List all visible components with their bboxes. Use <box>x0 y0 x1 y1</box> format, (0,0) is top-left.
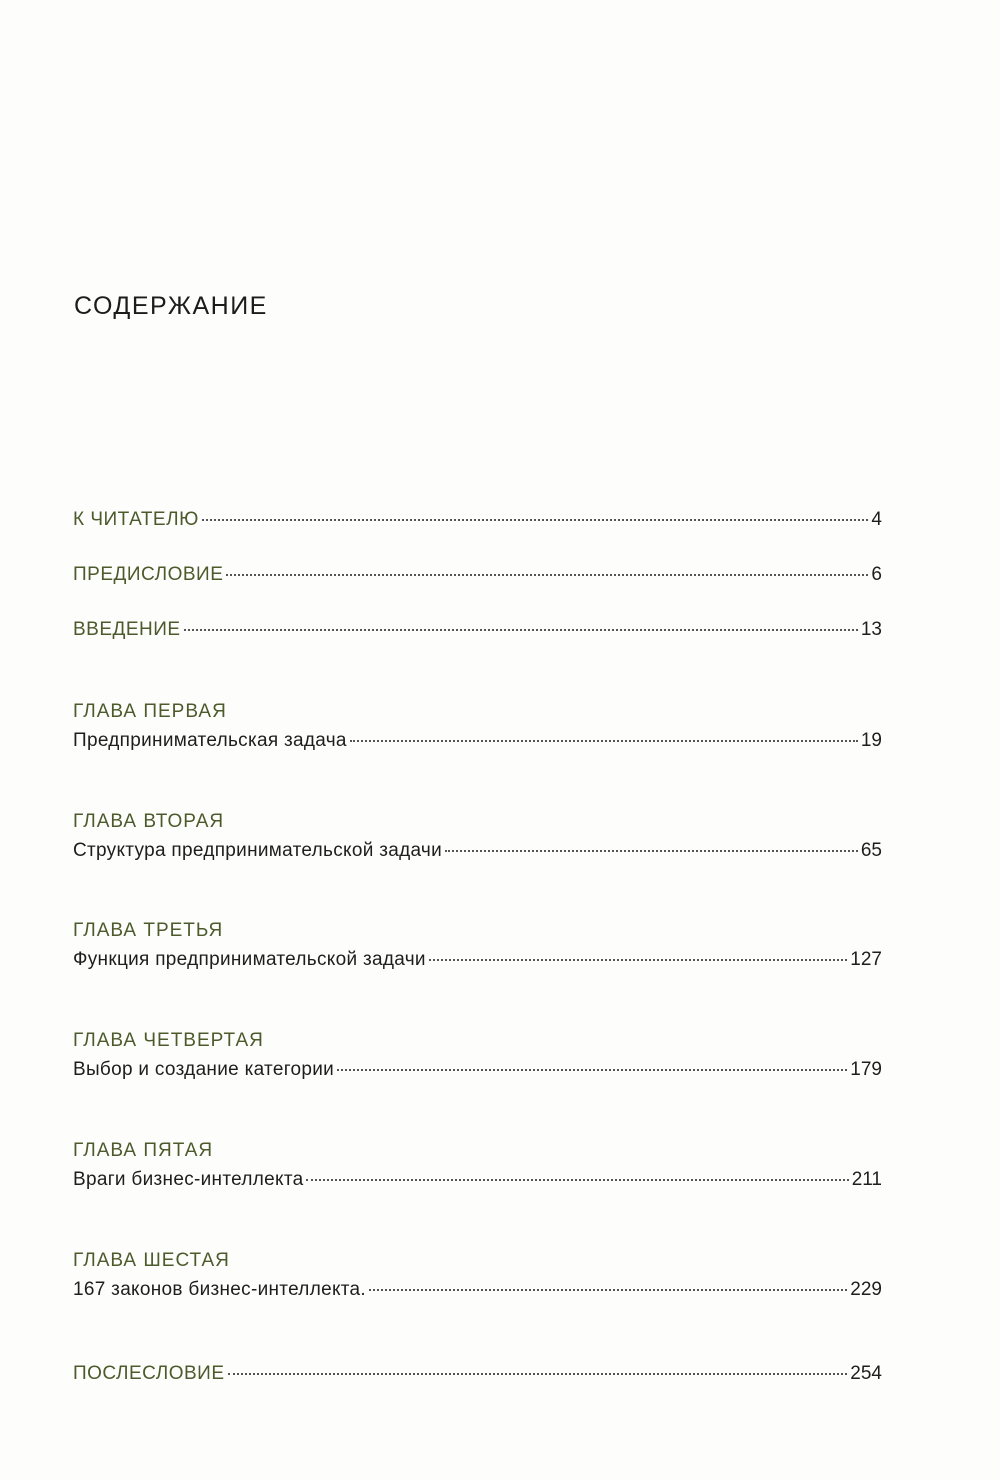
toc-entry-introduction[interactable] <box>73 618 882 642</box>
toc-page-number: 13 <box>860 619 882 640</box>
chapter-heading: ГЛАВА ПЕРВАЯ <box>73 701 227 722</box>
toc-page-number: 6 <box>871 564 882 585</box>
toc-entry-label: ПРЕДИСЛОВИЕ <box>73 564 224 585</box>
toc-entry-label: Структура предпринимательской задачи <box>73 840 443 861</box>
toc-entry-label: Предпринимательская задача <box>73 730 347 751</box>
dot-leader <box>429 959 847 961</box>
toc-entry-label: Выбор и создание категории <box>73 1059 335 1080</box>
toc-page-number: 229 <box>850 1279 882 1300</box>
toc-page-number: 19 <box>860 730 882 751</box>
dot-leader <box>226 574 868 576</box>
dot-leader <box>184 629 858 631</box>
chapter-heading: ГЛАВА ЧЕТВЕРТАЯ <box>73 1030 264 1051</box>
toc-entry-chapter-4[interactable] <box>73 1058 882 1082</box>
chapter-heading: ГЛАВА ТРЕТЬЯ <box>73 920 224 941</box>
toc-entry-chapter-1[interactable] <box>73 729 882 753</box>
toc-entry-chapter-2[interactable] <box>73 839 882 863</box>
dot-leader <box>202 519 869 521</box>
toc-entry-foreword[interactable] <box>73 563 882 587</box>
toc-entry-chapter-6[interactable] <box>73 1278 882 1302</box>
toc-entry-afterword[interactable] <box>73 1362 882 1386</box>
chapter-heading: ГЛАВА ПЯТАЯ <box>73 1140 214 1161</box>
toc-entry-label: Враги бизнес-интеллекта <box>73 1169 304 1190</box>
toc-entry-to-reader[interactable] <box>73 508 882 532</box>
dot-leader <box>228 1373 848 1375</box>
toc-page-number: 179 <box>850 1059 882 1080</box>
dot-leader <box>369 1289 847 1291</box>
chapter-heading: ГЛАВА ВТОРАЯ <box>73 811 225 832</box>
page-title: СОДЕРЖАНИЕ <box>74 292 268 320</box>
toc-entry-label: 167 законов бизнес-интеллекта. <box>73 1279 367 1300</box>
toc-page-number: 211 <box>851 1169 882 1190</box>
toc-page-number: 4 <box>871 509 882 530</box>
dot-leader <box>337 1069 847 1071</box>
toc-entry-label: К ЧИТАТЕЛЮ <box>73 509 199 530</box>
chapter-heading: ГЛАВА ШЕСТАЯ <box>73 1250 230 1271</box>
toc-entry-chapter-5[interactable] <box>73 1168 882 1192</box>
toc-entry-label: ПОСЛЕСЛОВИЕ <box>73 1363 225 1384</box>
toc-page-number: 254 <box>850 1363 882 1384</box>
toc-entry-label: ВВЕДЕНИЕ <box>73 619 181 640</box>
dot-leader <box>445 850 858 852</box>
dot-leader <box>306 1179 848 1181</box>
toc-entry-label: Функция предпринимательской задачи <box>73 949 426 970</box>
toc-entry-chapter-3[interactable] <box>73 948 882 972</box>
toc-page-number: 65 <box>860 840 882 861</box>
toc-page-number: 127 <box>850 949 882 970</box>
dot-leader <box>350 740 858 742</box>
